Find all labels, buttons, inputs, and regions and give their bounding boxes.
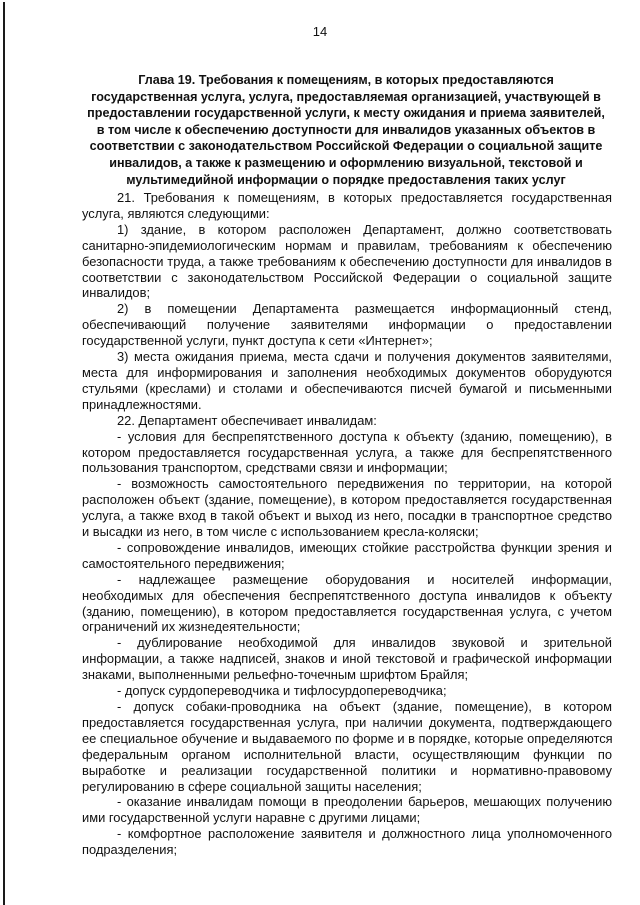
paragraph-line: принадлежностями. [82,396,202,412]
paragraph [82,635,612,683]
paragraph-line: ограничений их жизнедеятельности; [82,619,301,635]
paragraph-line: федеральным органом исполнительной власти, осуществляющим функции по [82,746,612,762]
paragraph-line: - допуск собаки-проводника на объект (здание, помещение), в котором [117,699,612,714]
paragraph-line: 1) здание, в котором расположен Департамент, должно соответствовать [117,221,612,237]
paragraph-line: стульями (креслами) и столами и обеспечиваются писчей бумагой и письменными [82,380,612,396]
heading-line: предоставлении государственной услуги, к месту ожидания и приема заявителей, [87,106,605,121]
paragraph-line: государственной услуги, пункт доступа к сети «Интернет»; [82,333,433,349]
paragraph [82,413,612,429]
scan-edge-line [3,2,5,905]
paragraph-line: необходимых для обеспечения беспрепятственного доступа инвалидов к объекту [82,587,612,603]
paragraph-line: - возможность самостоятельного передвижения по территории, на которой [117,476,612,492]
paragraph-line: места для информирования и заполнения необходимых документов оборудуются [82,364,612,380]
paragraph-line: регулированию в сфере социальной защиты населения; [82,778,422,794]
paragraph-line: услуга, являются следующими: [82,205,270,221]
paragraph [82,683,612,699]
paragraph-line: услуга, а также вход в такой объект и выход из него, посадки в транспортное средство [82,508,612,524]
paragraph-line: безопасности труда, а также требованиям к обеспечению доступности для инвалидов в [82,253,612,269]
paragraph-line: и высадки из него, в том числе с использованием кресла-коляски; [82,524,479,540]
paragraph-line: ее специальное обучение и выдаваемого по форме и в порядке, которые определяются [82,730,613,746]
paragraph-line: - условия для беспрепятственного доступа к объекту (зданию, помещению), в [117,428,612,444]
heading-line: соответствии с законодательством Российской Федерации о социальной защите [89,139,603,154]
paragraph-line: соответствии с законодательством Российской Федерации о социальной защите [82,269,612,285]
paragraph-line: знаками, выполненными рельефно-точечным шрифтом Брайля; [82,667,469,683]
paragraph [82,222,612,302]
paragraph-line: - оказание инвалидам помощи в преодолении барьеров, мешающих получению [117,794,612,810]
document-body [82,190,612,858]
paragraph [82,794,612,826]
paragraph-line: - комфортное расположение заявителя и должностного лица уполномоченного [117,826,612,842]
paragraph-line: предоставляется государственная услуга, при наличии документа, подтверждающего [82,714,612,730]
paragraph-line: подразделения; [82,842,178,858]
paragraph [82,540,612,572]
paragraph [82,301,612,349]
paragraph-line: - дублирование необходимой для инвалидов звуковой и зрительной [117,635,612,651]
paragraph-line: котором предоставляется государственная услуга, а также для беспрепятственного [82,444,612,460]
paragraph [82,572,612,636]
paragraph-line: ими государственной услуги наравне с другими лицами; [82,810,421,826]
paragraph-line: (зданию, помещению), в котором предоставляется государственная услуга, с учетом [82,603,612,619]
paragraph-line: - надлежащее размещение оборудования и носителей информации, [117,571,612,587]
heading-line: государственная услуга, услуга, предоставляемая организацией, участвующей в [91,89,601,104]
chapter-heading [82,72,610,188]
paragraph-line: самостоятельного передвижения; [82,555,285,571]
page-number: 14 [312,24,328,39]
paragraph-line: - допуск сурдопереводчика и тифлосурдопереводчика; [117,683,447,699]
paragraph-line: информации, а также надписей, знаков и иной текстовой и графической информации [82,651,612,667]
paragraph-line: 22. Департамент обеспечивает инвалидам: [117,412,377,428]
paragraph [82,429,612,477]
paragraph-line: санитарно-эпидемиологическим нормам и правилам, требованиям к обеспечению [82,237,612,253]
paragraph [82,190,612,222]
heading-line: мультимедийной информации о порядке предоставления таких услуг [126,172,566,187]
paragraph [82,349,612,413]
paragraph [82,699,612,794]
heading-line: в том числе к обеспечению доступности для инвалидов указанных объектов в [96,122,596,137]
paragraph-line: 3) места ожидания приема, места сдачи и получения документов заявителями, [117,349,612,365]
paragraph [82,826,612,858]
paragraph-line: выработке и реализации государственной политики и нормативно-правовому [82,762,612,778]
paragraph [82,476,612,540]
heading-line: инвалидов, а также к размещению и оформлению визуальной, текстовой и [109,155,583,170]
paragraph-line: инвалидов; [82,285,151,301]
paragraph-line: - сопровождение инвалидов, имеющих стойкие расстройства функции зрения и [117,539,612,555]
heading-line: Глава 19. Требования к помещениям, в которых предоставляются [138,73,554,87]
paragraph-line: 2) в помещении Департамента размещается информационный стенд, [117,301,612,317]
paragraph-line: пользования транспортом, средствами связи и информации; [82,460,448,476]
paragraph-line: расположен объект (здание, помещение), в котором предоставляется государственная [82,492,612,508]
paragraph-line: обеспечивающий получение заявителями информации о предоставлении [82,317,612,333]
paragraph-line: 21. Требования к помещениям, в которых предоставляется государственная [117,190,612,205]
